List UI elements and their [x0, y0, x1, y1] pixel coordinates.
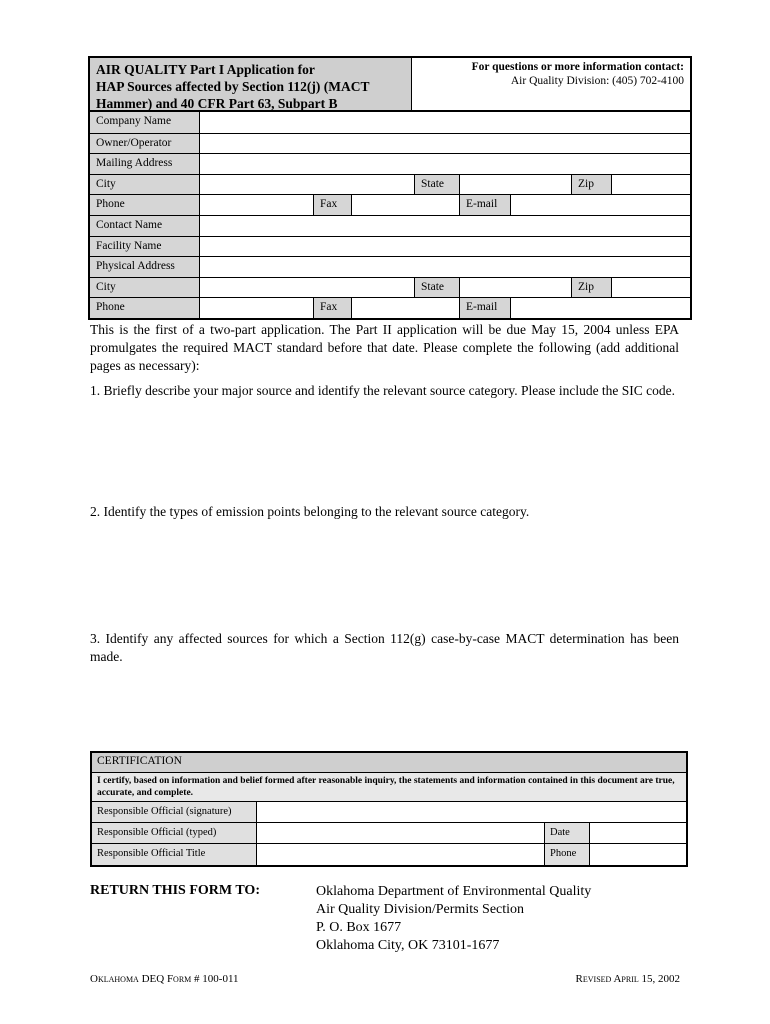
facility-city-field[interactable]	[200, 278, 415, 298]
mailing-zip-label: Zip	[572, 175, 612, 195]
revision-date: Revised April 15, 2002	[575, 973, 680, 985]
fax-field[interactable]	[352, 195, 460, 215]
row-physical-address	[90, 256, 690, 277]
company-name-label: Company Name	[90, 112, 200, 133]
official-title-label: Responsible Official Title	[92, 844, 257, 865]
row-facility-name	[90, 236, 690, 257]
return-address-line-4: Oklahoma City, OK 73101-1677	[316, 938, 500, 953]
cert-row-signature	[92, 802, 686, 823]
contact-phone: Air Quality Division: (405) 702-4100	[510, 75, 684, 87]
intro-paragraph: This is the first of a two-part application. The Part II application will be due May 15, 2004 unless EPA promulgates the required MACT standard before that date. Please complete the following (add additional pages as necessary):	[90, 322, 679, 373]
facility-state-field[interactable]	[460, 278, 572, 298]
certification-statement: I certify, based on information and belief formed after reasonable inquiry, the statements and information contained in this document are true, accurate, and complete.	[92, 773, 686, 802]
facility-city-label: City	[90, 278, 200, 298]
signature-label: Responsible Official (signature)	[92, 802, 257, 822]
facility-name-field[interactable]	[200, 237, 690, 257]
contact-info	[412, 58, 690, 110]
date-field[interactable]	[590, 823, 686, 843]
form-number: Oklahoma DEQ Form # 100-011	[90, 973, 239, 985]
email-field[interactable]	[511, 195, 690, 215]
facility-zip-field[interactable]	[612, 278, 690, 298]
contact-name-field[interactable]	[200, 216, 690, 236]
form-title-line-3: Hammer) and 40 CFR Part 63, Subpart B	[96, 96, 338, 111]
contact-question: For questions or more information contact:	[471, 61, 684, 73]
cert-phone-field[interactable]	[590, 844, 686, 865]
facility-state-label: State	[415, 278, 460, 298]
question-2: 2. Identify the types of emission points belonging to the relevant source category.	[90, 504, 530, 519]
row-phone-2	[90, 297, 690, 318]
facility-zip-label: Zip	[572, 278, 612, 298]
mailing-address-label: Mailing Address	[90, 154, 200, 174]
facility-name-label: Facility Name	[90, 237, 200, 257]
company-name-field[interactable]	[200, 112, 690, 133]
fax-label: Fax	[314, 195, 352, 215]
email-label: E-mail	[460, 195, 511, 215]
phone-field[interactable]	[200, 195, 314, 215]
return-address-line-3: P. O. Box 1677	[316, 920, 402, 935]
form-title	[90, 58, 412, 110]
return-form-label: RETURN THIS FORM TO:	[90, 883, 260, 898]
physical-address-label: Physical Address	[90, 257, 200, 277]
return-address-line-1: Oklahoma Department of Environmental Quality	[316, 884, 592, 899]
mailing-city-field[interactable]	[200, 175, 415, 195]
facility-fax-field[interactable]	[352, 298, 460, 318]
mailing-state-field[interactable]	[460, 175, 572, 195]
owner-operator-label: Owner/Operator	[90, 134, 200, 154]
row-mailing-city	[90, 174, 690, 195]
official-title-field[interactable]	[257, 844, 545, 865]
mailing-state-label: State	[415, 175, 460, 195]
return-address-line-2: Air Quality Division/Permits Section	[316, 902, 525, 917]
cert-row-title	[92, 844, 686, 865]
physical-address-field[interactable]	[200, 257, 690, 277]
facility-phone-field[interactable]	[200, 298, 314, 318]
row-contact-name	[90, 215, 690, 236]
question-1: 1. Briefly describe your major source and identify the relevant source category. Please include the SIC code.	[90, 383, 676, 398]
applicant-info-grid	[88, 112, 692, 320]
certification-title: CERTIFICATION	[92, 753, 686, 773]
return-address	[316, 883, 591, 955]
facility-email-label: E-mail	[460, 298, 511, 318]
facility-fax-label: Fax	[314, 298, 352, 318]
typed-name-field[interactable]	[257, 823, 545, 843]
row-owner-operator	[90, 133, 690, 154]
row-facility-city	[90, 277, 690, 298]
mailing-zip-field[interactable]	[612, 175, 690, 195]
row-phone-1	[90, 194, 690, 215]
form-title-line-1: AIR QUALITY Part I Application for	[96, 62, 315, 77]
contact-name-label: Contact Name	[90, 216, 200, 236]
certification-block	[90, 751, 688, 867]
signature-field[interactable]	[257, 802, 686, 822]
mailing-address-field[interactable]	[200, 154, 690, 174]
phone-label: Phone	[90, 195, 200, 215]
typed-name-label: Responsible Official (typed)	[92, 823, 257, 843]
owner-operator-field[interactable]	[200, 134, 690, 154]
cert-phone-label: Phone	[545, 844, 590, 865]
facility-email-field[interactable]	[511, 298, 690, 318]
mailing-city-label: City	[90, 175, 200, 195]
row-mailing-address	[90, 153, 690, 174]
question-3: 3. Identify any affected sources for which a Section 112(g) case-by-case MACT determination has been made.	[90, 631, 679, 664]
form-title-line-2: HAP Sources affected by Section 112(j) (MACT	[96, 79, 370, 94]
facility-phone-label: Phone	[90, 298, 200, 318]
form-header	[88, 56, 692, 112]
cert-row-typed	[92, 823, 686, 844]
date-label: Date	[545, 823, 590, 843]
row-company-name	[90, 112, 690, 133]
